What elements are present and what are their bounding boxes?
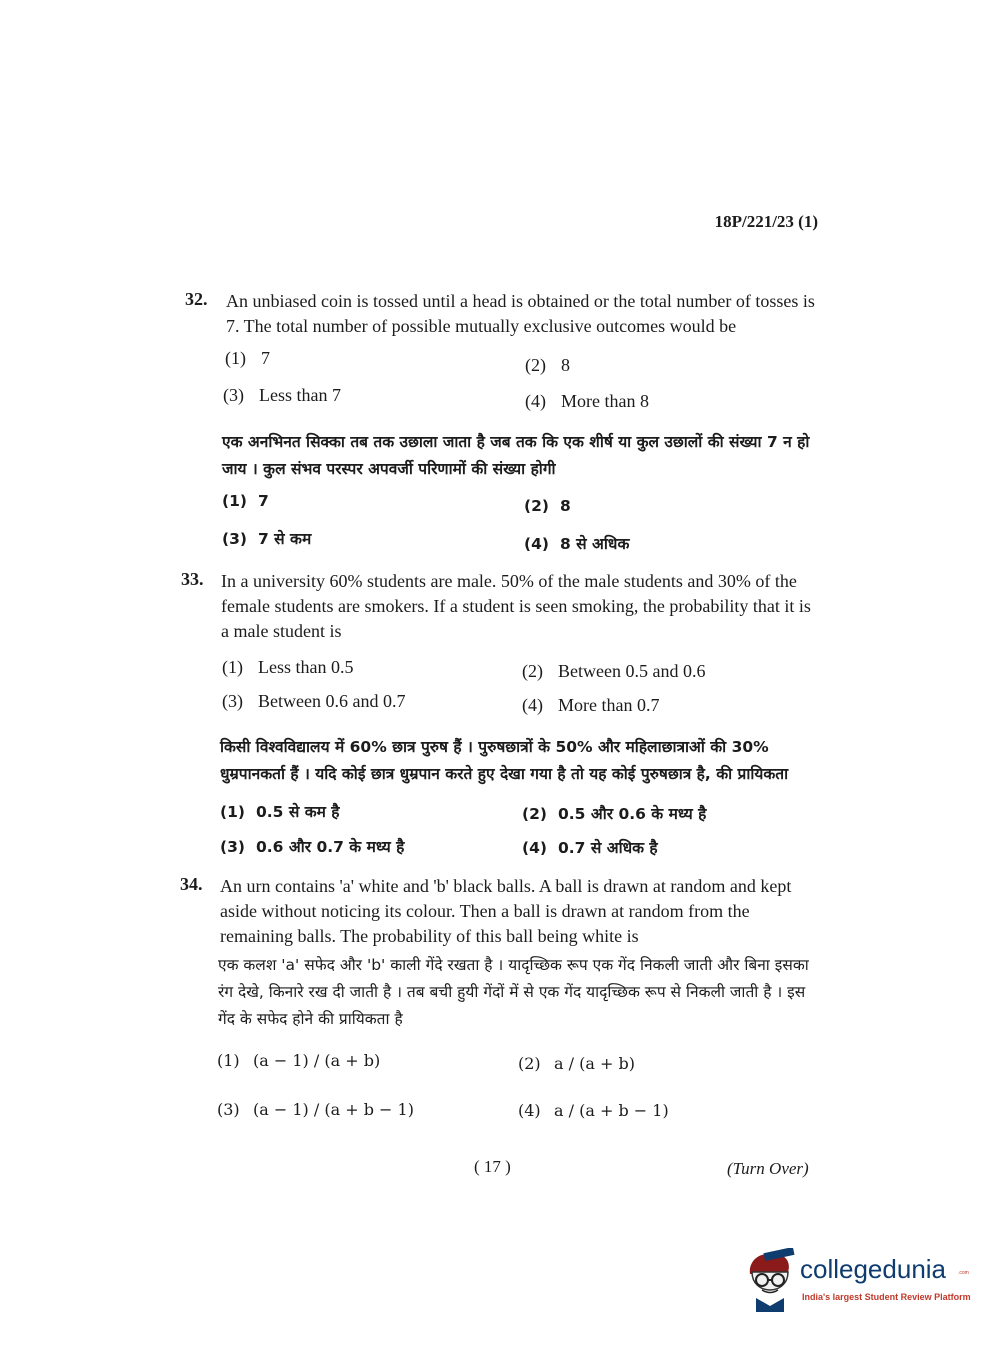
- question-32-number: 32.: [185, 289, 208, 309]
- question-34-number: 34.: [180, 874, 203, 894]
- q33-hindi-option-1: (1) 0.5 से कम है: [220, 803, 340, 821]
- q32-option-1: (1) 7: [225, 348, 270, 368]
- q33-hindi-option-2: (2) 0.5 और 0.6 के मध्य है: [522, 805, 707, 823]
- q34-option-4: (4) a / (a + b − 1): [518, 1101, 669, 1120]
- q32-option-4: (4) More than 8: [525, 391, 649, 411]
- q34-option-3: (3) (a − 1) / (a + b − 1): [217, 1100, 414, 1119]
- question-33-text: In a university 60% students are male. 50% of the male students and 30% of the female students are smokers. If a student is seen smoking, the probability that it is a male student is: [221, 571, 811, 641]
- logo-wordmark: collegedunia: [800, 1254, 947, 1284]
- q32-option-2: (2) 8: [525, 355, 570, 375]
- q32-option-3: (3) Less than 7: [223, 385, 341, 405]
- q33-option-2: (2) Between 0.5 and 0.6: [522, 661, 706, 681]
- q34-option-1: (1) (a − 1) / (a + b): [217, 1051, 381, 1070]
- q34-option-2: (2) a / (a + b): [518, 1054, 635, 1073]
- q33-option-3: (3) Between 0.6 and 0.7: [222, 691, 406, 711]
- q32-hindi-option-2: (2) 8: [524, 497, 571, 515]
- q33-hindi-option-3: (3) 0.6 और 0.7 के मध्य है: [220, 838, 405, 856]
- question-34-hindi-text: एक कलश 'a' सफेद और 'b' काली गेंदे रखता है । यादृच्छिक रूप एक गेंद निकली जाती और बिना इसका रंग देखे, किनारे रख दी जाती है । तब बची हुयी गेंदों में से एक गेंद यादृच्छिक रूप से निकली जाती है । इस गेंद के सफेद होने की प्रायिकता है: [218, 956, 809, 1028]
- page-number: ( 17 ): [474, 1157, 511, 1176]
- student-mascot-icon: [742, 1248, 798, 1314]
- question-33-hindi-text: किसी विश्वविद्यालय में 60% छात्र पुरुष हैं । पुरुषछात्रों के 50% और महिलाछात्राओं की 30% धुम्रपानकर्ता हैं । यदि कोई छात्र धुम्रपान करते हुए देखा गया है तो यह कोई पुरुषछात्र है, की प्रायिकता: [220, 738, 789, 783]
- question-33-number: 33.: [181, 569, 204, 589]
- question-34-text: An urn contains 'a' white and 'b' black balls. A ball is drawn at random and kept aside without noticing its colour. Then a ball is drawn at random from the remaining balls. The probability of this ball being white is: [220, 876, 792, 946]
- collegedunia-logo[interactable]: [742, 1248, 972, 1328]
- q32-hindi-option-3: (3) 7 से कम: [222, 530, 312, 548]
- question-32-text: An unbiased coin is tossed until a head is obtained or the total number of tosses is 7. The total number of possible mutually exclusive outcomes would be: [226, 291, 815, 336]
- q32-hindi-option-4: (4) 8 से अधिक: [524, 535, 630, 553]
- logo-suffix: .com: [958, 1270, 969, 1276]
- turn-over-note: (Turn Over): [727, 1159, 809, 1178]
- logo-tagline: India's largest Student Review Platform: [802, 1292, 971, 1302]
- q32-hindi-option-1: (1) 7: [222, 492, 269, 510]
- q33-hindi-option-4: (4) 0.7 से अधिक है: [522, 839, 658, 857]
- question-32-hindi-text: एक अनभिनत सिक्का तब तक उछाला जाता है जब तक कि एक शीर्ष या कुल उछालों की संख्या 7 न हो जाय । कुल संभव परस्पर अपवर्जी परिणामों की संख्या होगी: [222, 433, 810, 478]
- q33-option-1: (1) Less than 0.5: [222, 657, 354, 677]
- q33-option-4: (4) More than 0.7: [522, 695, 660, 715]
- paper-code: 18P/221/23 (1): [714, 212, 818, 231]
